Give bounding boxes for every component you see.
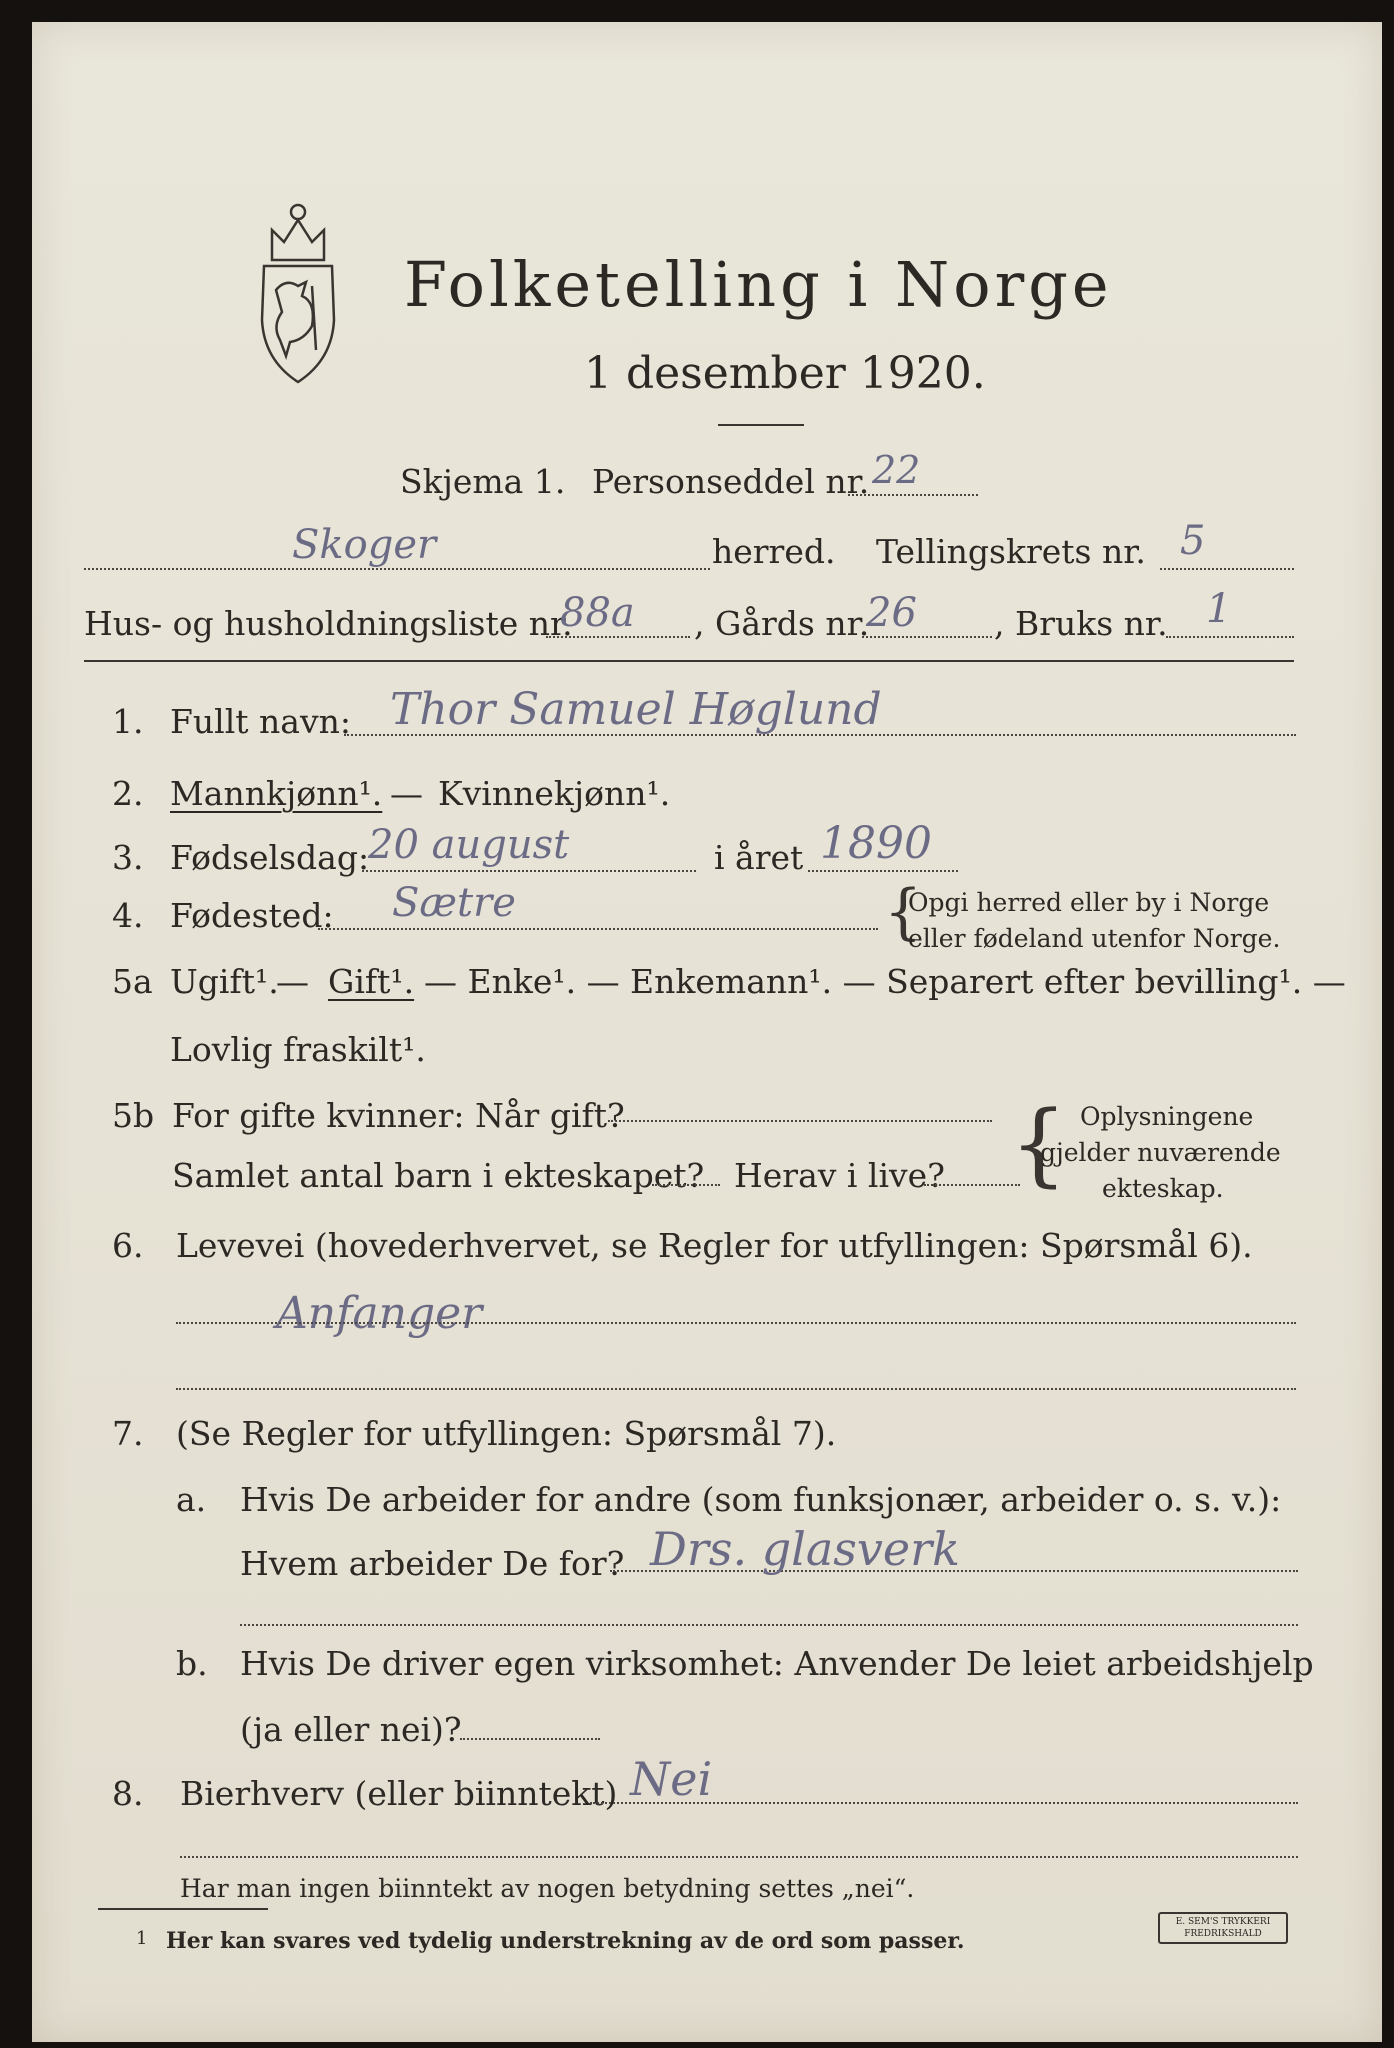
q7a-line2	[240, 1624, 1298, 1626]
q1-number: 1.	[112, 702, 144, 741]
q5b-alive-label: Herav i live?	[734, 1156, 945, 1195]
q2-male-option: Mannkjønn¹.	[170, 774, 383, 813]
q4-note-line2: eller fødeland utenfor Norge.	[908, 924, 1281, 953]
printer-stamp: E. SEM'S TRYKKERI FREDRIKSHALD	[1158, 1912, 1288, 1944]
q5b-married-when-label: For gifte kvinner: Når gift?	[172, 1096, 625, 1135]
form-title: Folketelling i Norge	[404, 248, 1113, 321]
q1-value: Thor Samuel Høglund	[390, 684, 882, 735]
q7b-letter: b.	[176, 1644, 208, 1683]
q5b-children-label: Samlet antal barn i ekteskapet?	[172, 1156, 705, 1195]
household-list-value: 88a	[560, 590, 635, 636]
household-list-label: Hus- og husholdningsliste nr.	[84, 604, 573, 643]
q2-female-option: Kvinnekjønn¹.	[438, 774, 671, 813]
q5a-gift-option: Gift¹.	[328, 962, 415, 1001]
q8-label: Bierhverv (eller biinntekt)	[180, 1774, 618, 1813]
personseddel-value: 22	[872, 448, 921, 492]
footnote-mark: 1	[136, 1928, 148, 1949]
title-divider	[718, 424, 804, 426]
q7a-label: Hvis De arbeider for andre (som funksjonær, arbeider o. s. v.):	[240, 1480, 1282, 1519]
q2-number: 2.	[112, 774, 144, 813]
bruks-value: 1	[1206, 586, 1232, 632]
q8-line2	[180, 1856, 1298, 1858]
q5b-married-when-line	[608, 1120, 992, 1122]
herred-label: herred.	[712, 532, 836, 571]
tellingskrets-value: 5	[1180, 518, 1206, 564]
personseddel-line	[848, 494, 978, 496]
q3-day-line	[362, 870, 696, 872]
q7b-label: Hvis De driver egen virksomhet: Anvender De leiet arbeidshjelp	[240, 1644, 1314, 1683]
q6-label: Levevei (hovederhvervet, se Regler for utfyllingen: Spørsmål 6).	[176, 1226, 1253, 1265]
q5b-number: 5b	[112, 1096, 155, 1135]
q7a-question: Hvem arbeider De for?	[240, 1544, 625, 1583]
q5a-other-options: — Enke¹. — Enkemann¹. — Separert efter bevilling¹. —	[424, 962, 1346, 1001]
q6-value: Anfanger	[276, 1288, 483, 1339]
footnote-text: Her kan svares ved tydelig understrekning av de ord som passer.	[166, 1928, 965, 1954]
q5b-note-line3: ekteskap.	[1102, 1174, 1224, 1203]
household-list-line	[546, 636, 690, 638]
gards-label: , Gårds nr.	[694, 604, 870, 643]
header-rule	[84, 660, 1294, 662]
q2-separator: —	[390, 774, 423, 813]
q3-day-value: 20 august	[368, 822, 570, 868]
tellingskrets-label: Tellingskrets nr.	[876, 532, 1146, 571]
q7b-question: (ja eller nei)?	[240, 1710, 462, 1749]
q5b-note-line1: Oplysningene	[1080, 1102, 1254, 1131]
q4-number: 4.	[112, 896, 144, 935]
q3-year-label: i året	[714, 838, 804, 877]
q4-label: Fødested:	[170, 896, 334, 935]
q6-line2	[176, 1388, 1296, 1390]
q4-value: Sætre	[392, 880, 516, 926]
q3-year-value: 1890	[820, 818, 932, 869]
q8-number: 8.	[112, 1774, 144, 1813]
q5b-alive-line	[924, 1184, 1020, 1186]
herred-line	[84, 568, 710, 570]
q4-note-line1: Opgi herred eller by i Norge	[908, 888, 1270, 917]
q5b-children-line	[652, 1184, 720, 1186]
personseddel-label: Personseddel nr.	[592, 462, 870, 501]
bruks-label: , Bruks nr.	[994, 604, 1168, 643]
q7b-line	[460, 1738, 600, 1740]
q7-number: 7.	[112, 1414, 144, 1453]
footer-note: Har man ingen biinntekt av nogen betydning settes „nei“.	[180, 1874, 915, 1903]
q3-year-line	[808, 870, 958, 872]
census-date: 1 desember 1920.	[584, 348, 986, 399]
bruks-line	[1166, 636, 1294, 638]
gards-value: 26	[866, 590, 917, 636]
q5a-number: 5a	[112, 962, 153, 1001]
q5a-fraskilt-option: Lovlig fraskilt¹.	[170, 1030, 426, 1069]
gards-line	[862, 636, 992, 638]
herred-value: Skoger	[292, 522, 437, 568]
q4-note-brace: {	[884, 877, 923, 947]
q5b-note-line2: gjelder nuværende	[1040, 1138, 1281, 1167]
schema-label: Skjema 1.	[400, 462, 566, 501]
q1-label: Fullt navn:	[170, 702, 351, 741]
q6-line1	[176, 1322, 1296, 1324]
q8-value: Nei	[630, 1752, 713, 1806]
q3-label: Fødselsdag:	[170, 838, 370, 877]
q4-line	[318, 928, 878, 930]
q7a-letter: a.	[176, 1480, 207, 1519]
q5b-note-brace: {	[1010, 1092, 1068, 1197]
q6-number: 6.	[112, 1226, 144, 1265]
footnote-rule	[98, 1908, 268, 1910]
q5a-separator: —	[276, 962, 309, 1001]
q7-label: (Se Regler for utfyllingen: Spørsmål 7).	[176, 1414, 837, 1453]
q5a-ugift-option: Ugift¹.	[170, 962, 279, 1001]
tellingskrets-line	[1160, 568, 1294, 570]
q3-number: 3.	[112, 838, 144, 877]
q7a-value: Drs. glasverk	[650, 1522, 960, 1576]
norway-coat-of-arms-icon	[242, 190, 354, 390]
